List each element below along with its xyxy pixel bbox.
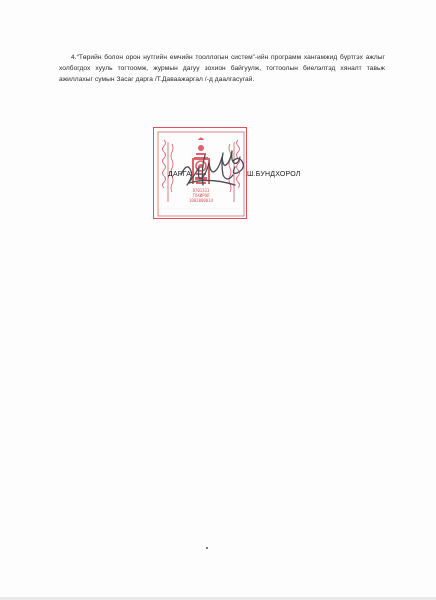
signature-title: ДАРГА (168, 171, 192, 178)
signatory-name: Ш.БУНДХОРОЛ (247, 171, 301, 178)
decision-paragraph-4: 4.“Төрийн болон орон нутгийн емчийн тооллогын систем”-ийн программ хангамжид бүртгэх ажлыг холбогдох хууль тогтоомж, журмын дагуу зохион байгуулж, тогтоолын биелэлтэд хяналт тавьж ажиллахыг сумын Засаг дарга /Т.Даваажаргал /-д даалгасугай. (59, 53, 385, 83)
seal-code-line-2: ТОХИРОЛ (192, 193, 210, 198)
seal-code-line-1: 8701313 (192, 188, 210, 193)
seal-code-line-3: 1002000014 (188, 198, 214, 203)
scan-speck (206, 547, 208, 549)
handwritten-signature (175, 145, 255, 193)
